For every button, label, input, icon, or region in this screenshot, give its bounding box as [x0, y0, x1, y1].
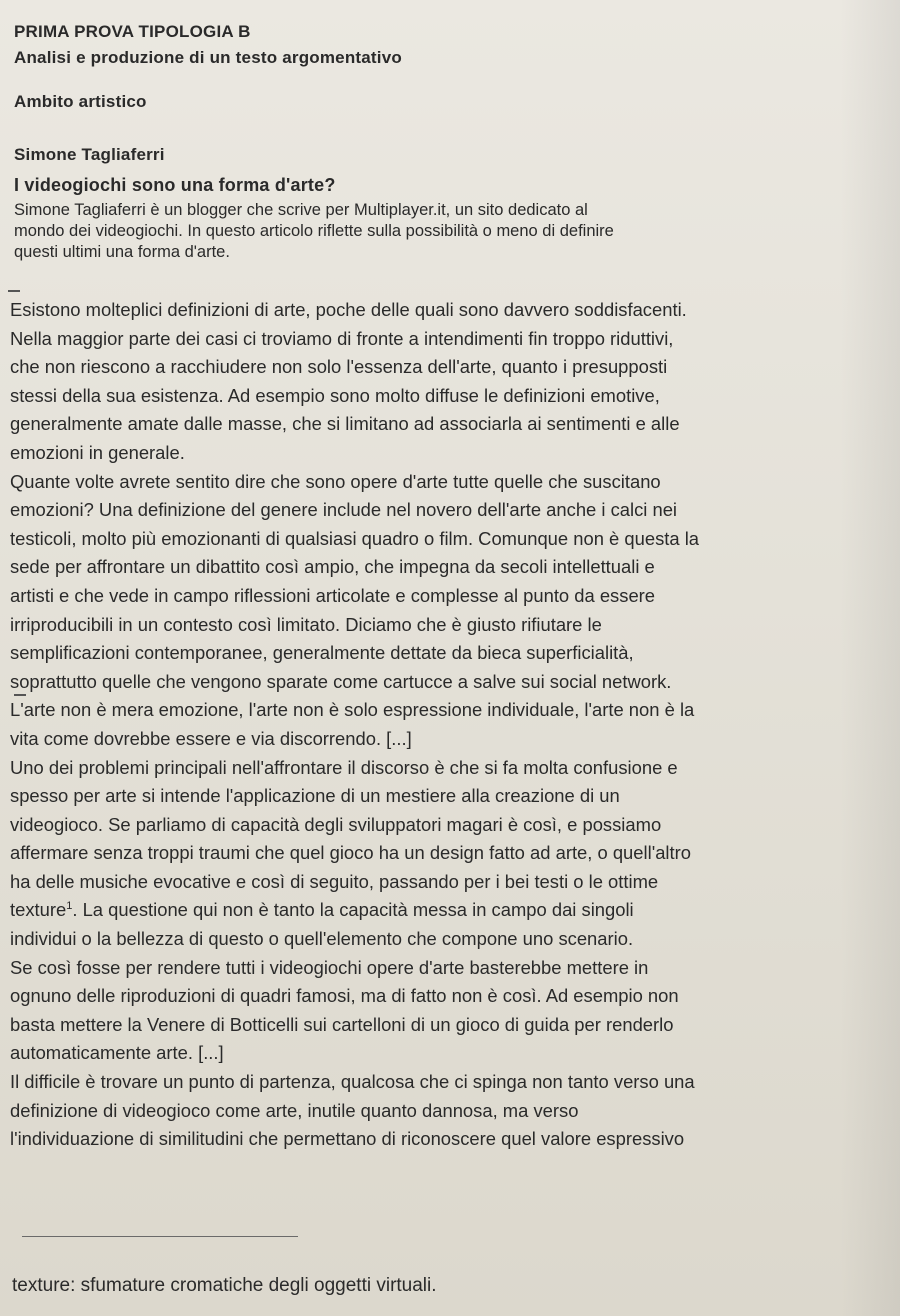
body-line: emozioni? Una definizione del genere include nel novero dell'arte anche i calci nei — [10, 499, 678, 521]
intro-line: questi ultimi una forma d'arte. — [14, 243, 230, 261]
body-line: stessi della sua esistenza. Ad esempio sono molto diffuse le definizioni emotive, — [10, 384, 660, 406]
exam-subtitle: Analisi e produzione di un testo argomentativo — [14, 48, 402, 67]
footnote-ref: 1 — [66, 900, 73, 913]
body-line: irriproducibili in un contesto così limitato. Diciamo che è giusto rifiutare le — [10, 613, 602, 635]
body-line: l'individuazione di similitudini che permettano di riconoscere quel valore espressivo — [10, 1128, 685, 1150]
author-name: Simone Tagliaferri — [14, 145, 165, 164]
body-line: emozioni in generale. — [10, 441, 185, 463]
article-body — [10, 296, 890, 1154]
article-title: I videogiochi sono una forma d'arte? — [14, 175, 336, 195]
texture-line-rest: . La questione qui non è tanto la capacità messa in campo dai singoli — [72, 899, 634, 921]
body-line: ognuno delle riproduzioni di quadri famosi, ma di fatto non è così. Ad esempio non — [10, 985, 679, 1007]
body-line: artisti e che vede in campo riflessioni articolate e complesse al punto da essere — [10, 584, 656, 606]
body-line: generalmente amate dalle masse, che si limitano ad associarla ai sentimenti e alle — [10, 413, 680, 435]
exam-title: PRIMA PROVA TIPOLOGIA B — [14, 22, 251, 41]
intro-line: mondo dei videogiochi. In questo articolo riflette sulla possibilità o meno di definire — [14, 222, 614, 240]
body-line: Quante volte avrete sentito dire che sono opere d'arte tutte quelle che suscitano — [10, 470, 661, 492]
footnote: texture: sfumature cromatiche degli oggetti virtuali. — [12, 1275, 437, 1296]
body-line: affermare senza troppi traumi che quel gioco ha un design fatto ad arte, o quell'altro — [10, 842, 691, 864]
body-line: definizione di videogioco come arte, inutile quanto dannosa, ma verso — [10, 1099, 579, 1121]
body-line: sede per affrontare un dibattito così ampio, che impegna da secoli intellettuali e — [10, 556, 655, 578]
body-line: spesso per arte si intende l'applicazione di un mestiere alla creazione di un — [10, 785, 620, 807]
body-line: semplificazioni contemporanee, generalmente dettate da bieca superficialità, — [10, 642, 634, 664]
footnote-divider — [22, 1236, 298, 1237]
body-line: Se così fosse per rendere tutti i videogiochi opere d'arte basterebbe mettere in — [10, 956, 649, 978]
paragraph-mark — [8, 290, 20, 292]
scope-label: Ambito artistico — [14, 92, 147, 111]
intro-line: Simone Tagliaferri è un blogger che scrive per Multiplayer.it, un sito dedicato al — [14, 201, 588, 219]
body-line-texture — [10, 896, 890, 925]
body-line: Il difficile è trovare un punto di partenza, qualcosa che ci spinga non tanto verso una — [10, 1071, 695, 1093]
body-line: che non riescono a racchiudere non solo l'essenza dell'arte, quanto i presupposti — [10, 356, 668, 378]
body-line: L'arte non è mera emozione, l'arte non è solo espressione individuale, l'arte non è la — [10, 699, 695, 721]
body-line: Nella maggior parte dei casi ci troviamo di fronte a intendimenti fin troppo riduttivi, — [10, 327, 674, 349]
body-line: Esistono molteplici definizioni di arte, poche delle quali sono davvero soddisfacenti. — [10, 299, 687, 320]
body-line: videogioco. Se parliamo di capacità degli sviluppatori magari è così, e possiamo — [10, 813, 662, 835]
body-line: individui o la bellezza di questo o quell'elemento che compone uno scenario. — [10, 928, 634, 950]
body-line: testicoli, molto più emozionanti di qualsiasi quadro o film. Comunque non è questa la — [10, 527, 700, 549]
body-line: automaticamente arte. [...] — [10, 1042, 224, 1064]
body-line: vita come dovrebbe essere e via discorrendo. [...] — [10, 727, 412, 749]
body-line: basta mettere la Venere di Botticelli sui cartelloni di un gioco di guida per renderlo — [10, 1013, 674, 1035]
body-line: soprattutto quelle che vengono sparate come cartucce a salve sui social network. — [10, 670, 672, 692]
body-line: Uno dei problemi principali nell'affrontare il discorso è che si fa molta confusione e — [10, 756, 678, 778]
body-line: ha delle musiche evocative e così di seguito, passando per i bei testi o le ottime — [10, 870, 659, 892]
texture-word: texture — [10, 899, 67, 921]
intro-paragraph — [14, 200, 874, 263]
